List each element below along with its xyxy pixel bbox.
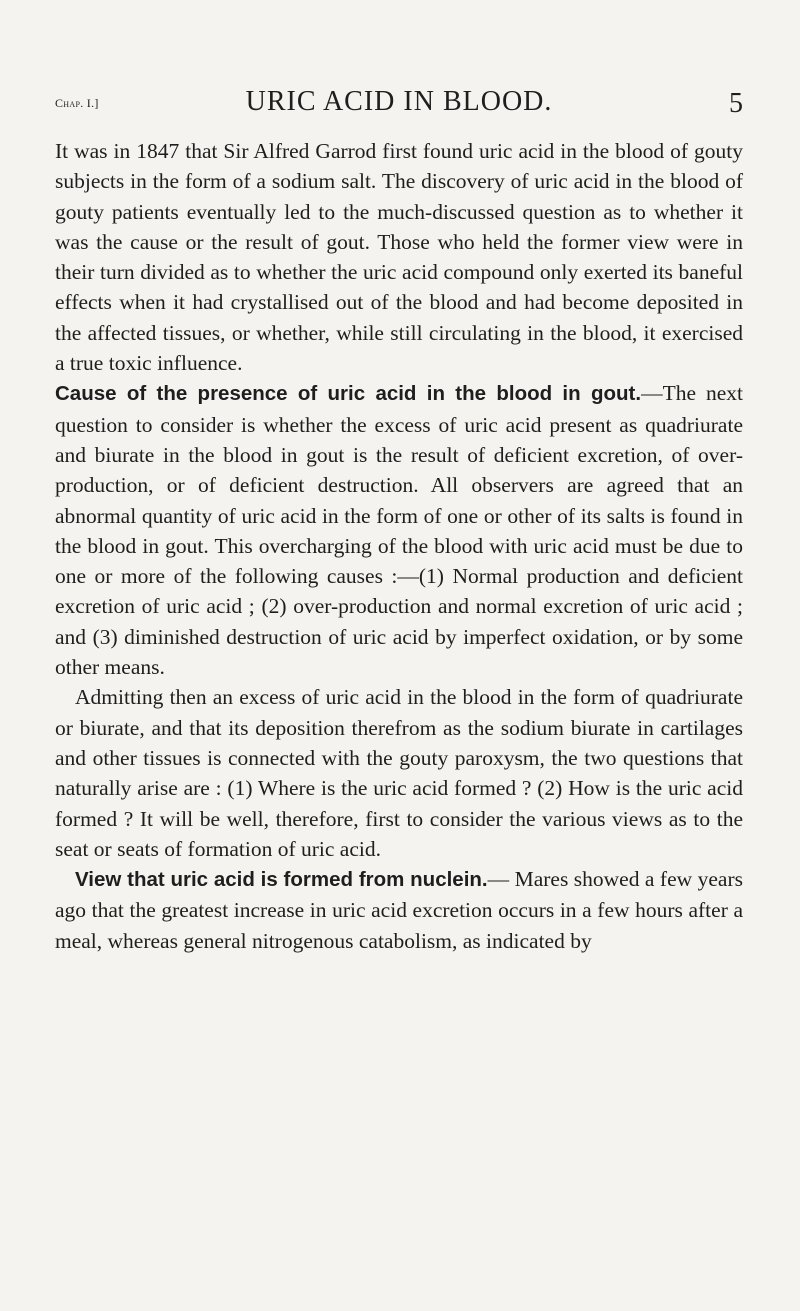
paragraph-nuclein-view	[55, 864, 743, 956]
running-header	[55, 86, 743, 126]
paragraph-cause-of-uric-acid	[55, 378, 743, 682]
section-heading-nuclein: View that uric acid is formed from nuclein.	[75, 868, 488, 892]
chapter-label: Chap. I.]	[55, 96, 99, 110]
section-heading-cause: Cause of the presence of uric acid in the blood in gout.	[55, 382, 642, 406]
paragraph-where-formed: Admitting then an excess of uric acid in the blood in the form of quadriurate or biurate, and that its deposition therefrom as the sodium biurate in cartilages and other tissues is connected with the gouty paroxysm, the two questions that naturally arise are : (1) Where is the uric acid formed ? (2) How is the uric acid formed ? It will be well, therefore, first to consider the various views as to the seat or seats of formation of uric acid.	[55, 685, 743, 861]
page-number: 5	[729, 88, 743, 119]
book-page	[55, 86, 743, 956]
paragraph-nuclein-body: — Mares showed a few years ago that the greatest increase in uric acid excretion occurs in a few hours after a meal, whereas general nitrogenous catabolism, as indicated by	[55, 867, 743, 953]
page-title: URIC ACID IN BLOOD.	[245, 86, 553, 117]
paragraph-cause-body: —The next question to consider is whether the excess of uric acid present as quadriurate and biurate in the blood in gout is the result of deficient excretion, of over-production, or of deficient destruction. All observers are agreed that an abnormal quantity of uric acid in the form of one or other of its salts is found in the blood in gout. This overcharging of the blood with uric acid must be due to one or more of the following causes :—(1) Normal production and deficient excretion of uric acid ; (2) over-production and normal excretion of uric acid ; and (3) diminished destruction of uric acid by imperfect oxidation, or by some other means.	[55, 381, 743, 680]
paragraph-garrod-discovery: It was in 1847 that Sir Alfred Garrod first found uric acid in the blood of gouty subjects in the form of a sodium salt. The discovery of uric acid in the blood of gouty patients eventually led to the much-discussed question as to whether it was the cause or the result of gout. Those who held the former view were in their turn divided as to whether the uric acid compound only exerted its baneful effects when it had crystallised out of the blood and had become deposited in the affected tissues, or whether, while still circulating in the blood, it exercised a true toxic influence.	[55, 139, 743, 376]
